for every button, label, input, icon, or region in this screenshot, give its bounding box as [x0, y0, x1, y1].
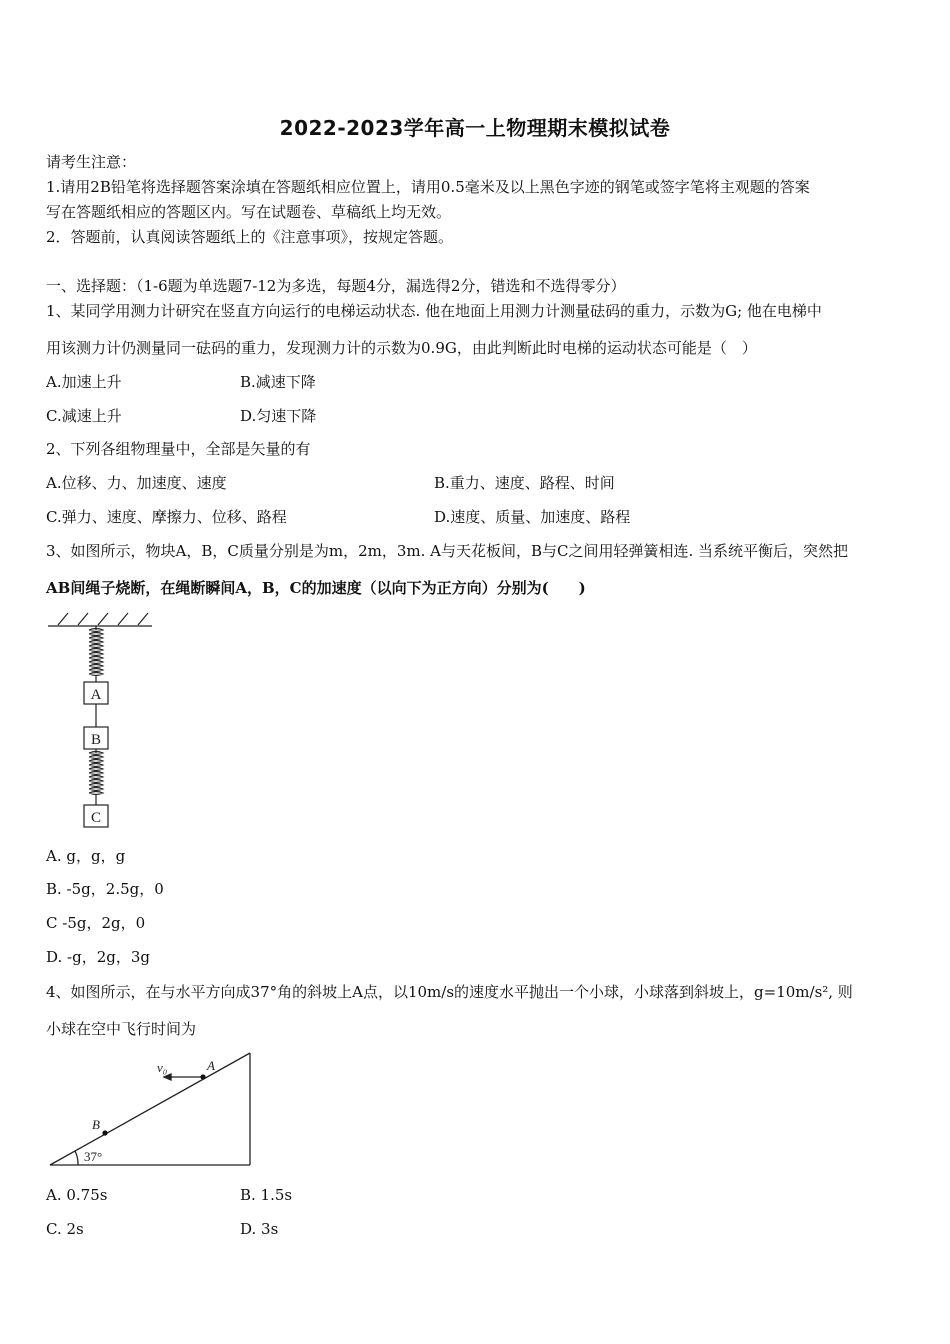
- block-b-label: B: [90, 732, 102, 748]
- spring-blocks-figure: [44, 608, 156, 833]
- notice-item-1-cont: 写在答题纸相应的答题区内。写在试题卷、草稿纸上均无效。: [46, 203, 452, 221]
- q2-option-c: C.弹力、速度、摩擦力、位移、路程: [46, 508, 287, 526]
- q2-option-d: D.速度、质量、加速度、路程: [434, 508, 631, 526]
- q3-option-a: A. g，g，g: [46, 847, 126, 865]
- q4-stem-line1: 4、如图所示，在与水平方向成37°角的斜坡上A点，以10m/s的速度水平抛出一个小球，小球落到斜坡上，g=10m/s², 则: [46, 983, 853, 1001]
- q1-option-c: C.减速上升: [46, 407, 122, 425]
- point-a: [200, 1074, 205, 1079]
- q3-stem-line2: AB间绳子烧断，在绳断瞬间A，B，C的加速度（以向下为正方向）分别为( ): [46, 579, 586, 597]
- block-c-label: C: [90, 810, 102, 826]
- ceiling-hatch: [58, 613, 148, 625]
- point-b: [102, 1130, 107, 1135]
- q1-option-a: A.加速上升: [46, 373, 122, 391]
- q4-option-d: D. 3s: [240, 1220, 279, 1238]
- q1-option-b: B.减速下降: [240, 373, 316, 391]
- q4-option-c: C. 2s: [46, 1220, 84, 1238]
- upper-spring: [89, 626, 103, 682]
- q1-option-d: D.匀速下降: [240, 407, 317, 425]
- q2-stem: 2、下列各组物理量中，全部是矢量的有: [46, 440, 311, 458]
- section-heading: 一、选择题：（1-6题为单选题7-12为多选，每题4分，漏选得2分，错选和不选得零分）: [46, 277, 626, 295]
- b-label: B: [92, 1117, 100, 1132]
- q1-stem-line2: 用该测力计仍测量同一砝码的重力，发现测力计的示数为0.9G，由此判断此时电梯的运动状态可能是（ ）: [46, 339, 757, 357]
- q4-option-a: A. 0.75s: [46, 1186, 108, 1204]
- page-title: 2022-2023学年高一上物理期末模拟试卷: [279, 116, 671, 140]
- block-a-label: A: [90, 687, 102, 703]
- lower-spring: [89, 749, 103, 805]
- q4-stem-line2: 小球在空中飞行时间为: [46, 1020, 197, 1038]
- q2-option-b: B.重力、速度、路程、时间: [434, 474, 615, 492]
- incline-figure: [44, 1048, 258, 1170]
- q3-option-b: B. -5g，2.5g，0: [46, 880, 164, 898]
- q3-stem-line1: 3、如图所示，物块A，B，C质量分别是为m，2m，3m. A与天花板间，B与C之间用轻弹簧相连. 当系统平衡后，突然把: [46, 542, 849, 560]
- angle-label: 37°: [84, 1149, 103, 1164]
- notice-heading: 请考生注意：: [46, 153, 137, 171]
- q3-option-d: D. -g，2g，3g: [46, 948, 150, 966]
- q2-option-a: A.位移、力、加速度、速度: [46, 474, 227, 492]
- q3-option-c: C -5g，2g，0: [46, 914, 146, 932]
- q4-option-b: B. 1.5s: [240, 1186, 293, 1204]
- notice-item-1: 1.请用2B铅笔将选择题答案涂填在答题纸相应位置上，请用0.5毫米及以上黑色字迹的钢笔或签字笔将主观题的答案: [46, 178, 810, 196]
- notice-item-2: 2．答题前，认真阅读答题纸上的《注意事项》，按规定答题。: [46, 228, 454, 246]
- v0-label: v₀: [157, 1060, 168, 1075]
- q1-stem-line1: 1、某同学用测力计研究在竖直方向运行的电梯运动状态. 他在地面上用测力计测量砝码的重力，示数为G; 他在电梯中: [46, 302, 822, 320]
- a-label: A: [207, 1058, 215, 1073]
- incline-slope: [50, 1053, 250, 1165]
- angle-arc: [75, 1151, 78, 1165]
